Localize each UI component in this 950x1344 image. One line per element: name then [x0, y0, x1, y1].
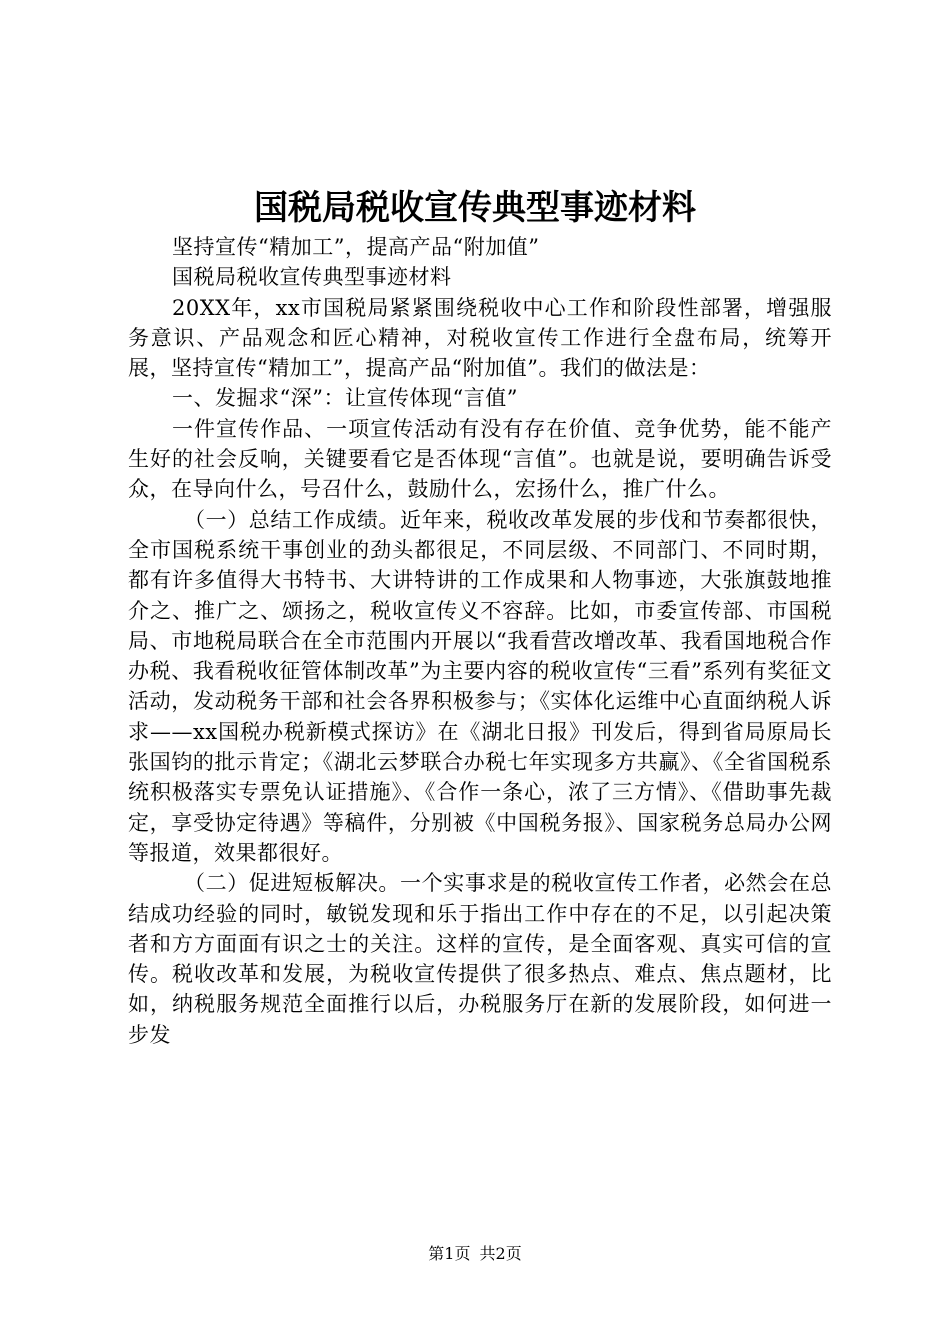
document-body — [128, 232, 832, 1050]
page-footer — [0, 1243, 950, 1265]
intro-paragraph: 20XX年，xx市国税局紧紧围绕税收中心工作和阶段性部署，增强服务意识、产品观念和匠心精神，对税收宣传工作进行全盘布局，统筹开展，坚持宣传“精加工”，提高产品“附加值”。我们的做法是： — [128, 295, 832, 381]
subtitle-line-2: 国税局税收宣传典型事迹材料 — [172, 265, 452, 290]
section-heading: 一、发掘求“深”：让宣传体现“言值” — [172, 386, 518, 411]
document-title: 国税局税收宣传典型事迹材料 — [254, 188, 696, 228]
body-paragraph: （二）促进短板解决。一个实事求是的税收宣传工作者，必然会在总结成功经验的同时，敏锐发现和乐于指出工作中存在的不足，以引起决策者和方方面面有识之士的关注。这样的宣传，是全面客观、真实可信的宣传。税收改革和发展，为税收宣传提供了很多热点、难点、焦点题材，比如，纳税服务规范全面推行以后，办税服务厅在新的发展阶段，如何进一步发 — [128, 871, 832, 1047]
body-paragraph: 一件宣传作品、一项宣传活动有没有存在价值、竞争优势，能不能产生好的社会反响，关键要看它是否体现“言值”。也就是说，要明确告诉受众，在导向什么，号召什么，鼓励什么，宏扬什么，推广什么。 — [128, 416, 832, 502]
page-total: 共2页 — [479, 1244, 522, 1263]
body-paragraph: （一）总结工作成绩。近年来，税收改革发展的步伐和节奏都很快，全市国税系统干事创业的劲头都很足，不同层级、不同部门、不同时期，都有许多值得大书特书、大讲特讲的工作成果和人物事迹，大张旗鼓地推介之、推广之、颂扬之，税收宣传义不容辞。比如，市委宣传部、市国税局、市地税局联合在全市范围内开展以“我看营改增改革、我看国地税合作办税、我看税收征管体制改革”为主要内容的税收宣传“三看”系列有奖征文活动，发动税务干部和社会各界积极参与；《实体化运维中心直面纳税人诉求——xx国税办税新模式探访》在《湖北日报》刊发后，得到省局原局长张国钧的批示肯定；《湖北云梦联合办税七年实现多方共赢》、《全省国税系统积极落实专票免认证措施》、《合作一条心，浓了三方情》、《借助事先裁定，享受协定待遇》等稿件，分别被《中国税务报》、国家税务总局办公网等报道，效果都很好。 — [128, 507, 832, 865]
subtitle-line: 坚持宣传“精加工”，提高产品“附加值” — [172, 235, 540, 259]
page-number: 第1页 — [428, 1244, 471, 1263]
